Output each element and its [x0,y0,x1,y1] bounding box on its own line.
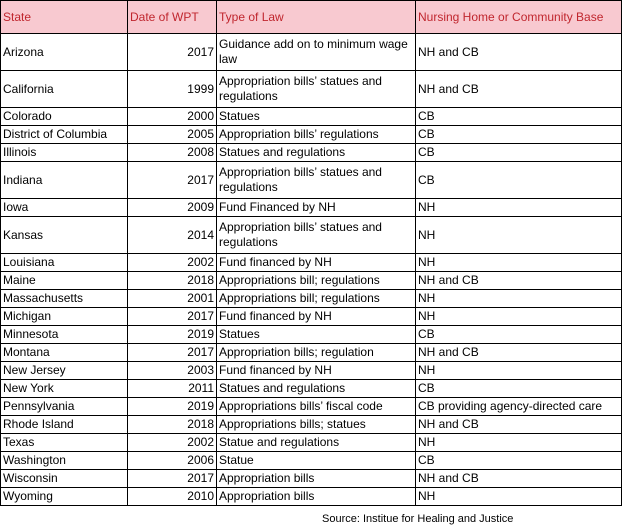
table-row [1,416,622,434]
cell-base: CB [416,380,622,398]
cell-base: NH and CB [416,416,622,434]
cell-base: NH [416,217,622,254]
source-row [0,511,621,527]
cell-state: Washington [1,452,128,470]
cell-year: 2018 [128,272,217,290]
table-row [1,272,622,290]
cell-base: NH [416,308,622,326]
cell-base: CB providing agency-directed care [416,398,622,416]
table-row [1,290,622,308]
cell-state: Colorado [1,108,128,126]
cell-law-type: Appropriations bills’ fiscal code [217,398,416,416]
table-row [1,254,622,272]
table-row [1,452,622,470]
cell-base: CB [416,452,622,470]
cell-base: NH [416,254,622,272]
cell-state: Indiana [1,162,128,199]
header-date: Date of WPT [128,1,217,34]
table-header-row [1,1,622,34]
cell-law-type: Appropriation bills; regulation [217,344,416,362]
cell-year: 2003 [128,362,217,380]
cell-year: 2000 [128,108,217,126]
cell-state: Wisconsin [1,470,128,488]
cell-law-type: Appropriations bills; statues [217,416,416,434]
table-row [1,34,622,71]
cell-year: 2006 [128,452,217,470]
table-row [1,326,622,344]
cell-base: CB [416,162,622,199]
cell-year: 2010 [128,488,217,506]
cell-state: California [1,71,128,108]
cell-base: CB [416,144,622,162]
cell-state: New Jersey [1,362,128,380]
cell-state: Texas [1,434,128,452]
table-row [1,199,622,217]
cell-law-type: Appropriation bills’ statues and regulations [217,162,416,199]
cell-law-type: Statues and regulations [217,380,416,398]
cell-law-type: Fund financed by NH [217,308,416,326]
table-row [1,71,622,108]
cell-year: 2019 [128,326,217,344]
table-row [1,362,622,380]
cell-law-type: Appropriation bills’ regulations [217,126,416,144]
cell-year: 2018 [128,416,217,434]
table-row [1,488,622,506]
cell-year: 2002 [128,434,217,452]
cell-state: Montana [1,344,128,362]
cell-year: 2019 [128,398,217,416]
cell-base: NH [416,362,622,380]
cell-year: 2008 [128,144,217,162]
cell-law-type: Appropriation bills [217,470,416,488]
cell-base: NH [416,290,622,308]
cell-state: Iowa [1,199,128,217]
cell-year: 1999 [128,71,217,108]
cell-base: NH [416,199,622,217]
cell-state: Maine [1,272,128,290]
table-row [1,434,622,452]
cell-year: 2017 [128,470,217,488]
cell-base: NH [416,488,622,506]
cell-law-type: Fund financed by NH [217,362,416,380]
cell-base: NH and CB [416,470,622,488]
cell-law-type: Appropriations bill; regulations [217,272,416,290]
cell-state: Minnesota [1,326,128,344]
cell-law-type: Appropriation bills’ statues and regulations [217,71,416,108]
table-row [1,162,622,199]
cell-year: 2017 [128,162,217,199]
cell-state: Illinois [1,144,128,162]
cell-year: 2017 [128,344,217,362]
cell-base: CB [416,326,622,344]
header-base: Nursing Home or Community Base [416,1,622,34]
cell-law-type: Appropriation bills’ statues and regulations [217,217,416,254]
table-row [1,144,622,162]
cell-law-type: Statue and regulations [217,434,416,452]
table-row [1,217,622,254]
header-state: State [1,1,128,34]
cell-base: NH and CB [416,34,622,71]
cell-base: NH [416,434,622,452]
table-row [1,344,622,362]
cell-law-type: Statue [217,452,416,470]
cell-base: NH and CB [416,272,622,290]
cell-law-type: Fund Financed by NH [217,199,416,217]
cell-state: Michigan [1,308,128,326]
cell-law-type: Appropriation bills [217,488,416,506]
cell-state: Pennsylvania [1,398,128,416]
source-note: Source: Institue for Healing and Justice [322,513,514,525]
cell-base: CB [416,108,622,126]
cell-year: 2009 [128,199,217,217]
cell-law-type: Fund financed by NH [217,254,416,272]
cell-state: District of Columbia [1,126,128,144]
table-row [1,398,622,416]
cell-year: 2011 [128,380,217,398]
cell-year: 2005 [128,126,217,144]
cell-law-type: Statues [217,326,416,344]
table-row [1,108,622,126]
cell-state: Louisiana [1,254,128,272]
cell-base: CB [416,126,622,144]
cell-year: 2001 [128,290,217,308]
cell-year: 2017 [128,308,217,326]
cell-year: 2014 [128,217,217,254]
cell-state: Wyoming [1,488,128,506]
table-row [1,126,622,144]
table-row [1,380,622,398]
table-row [1,470,622,488]
header-law-type: Type of Law [217,1,416,34]
cell-state: Rhode Island [1,416,128,434]
cell-state: Arizona [1,34,128,71]
cell-state: New York [1,380,128,398]
cell-state: Massachusetts [1,290,128,308]
cell-base: NH and CB [416,344,622,362]
table-row [1,308,622,326]
cell-law-type: Appropriations bill; regulations [217,290,416,308]
cell-state: Kansas [1,217,128,254]
cell-year: 2002 [128,254,217,272]
cell-law-type: Statues [217,108,416,126]
cell-base: NH and CB [416,71,622,108]
cell-law-type: Statues and regulations [217,144,416,162]
cell-law-type: Guidance add on to minimum wage law [217,34,416,71]
cell-year: 2017 [128,34,217,71]
